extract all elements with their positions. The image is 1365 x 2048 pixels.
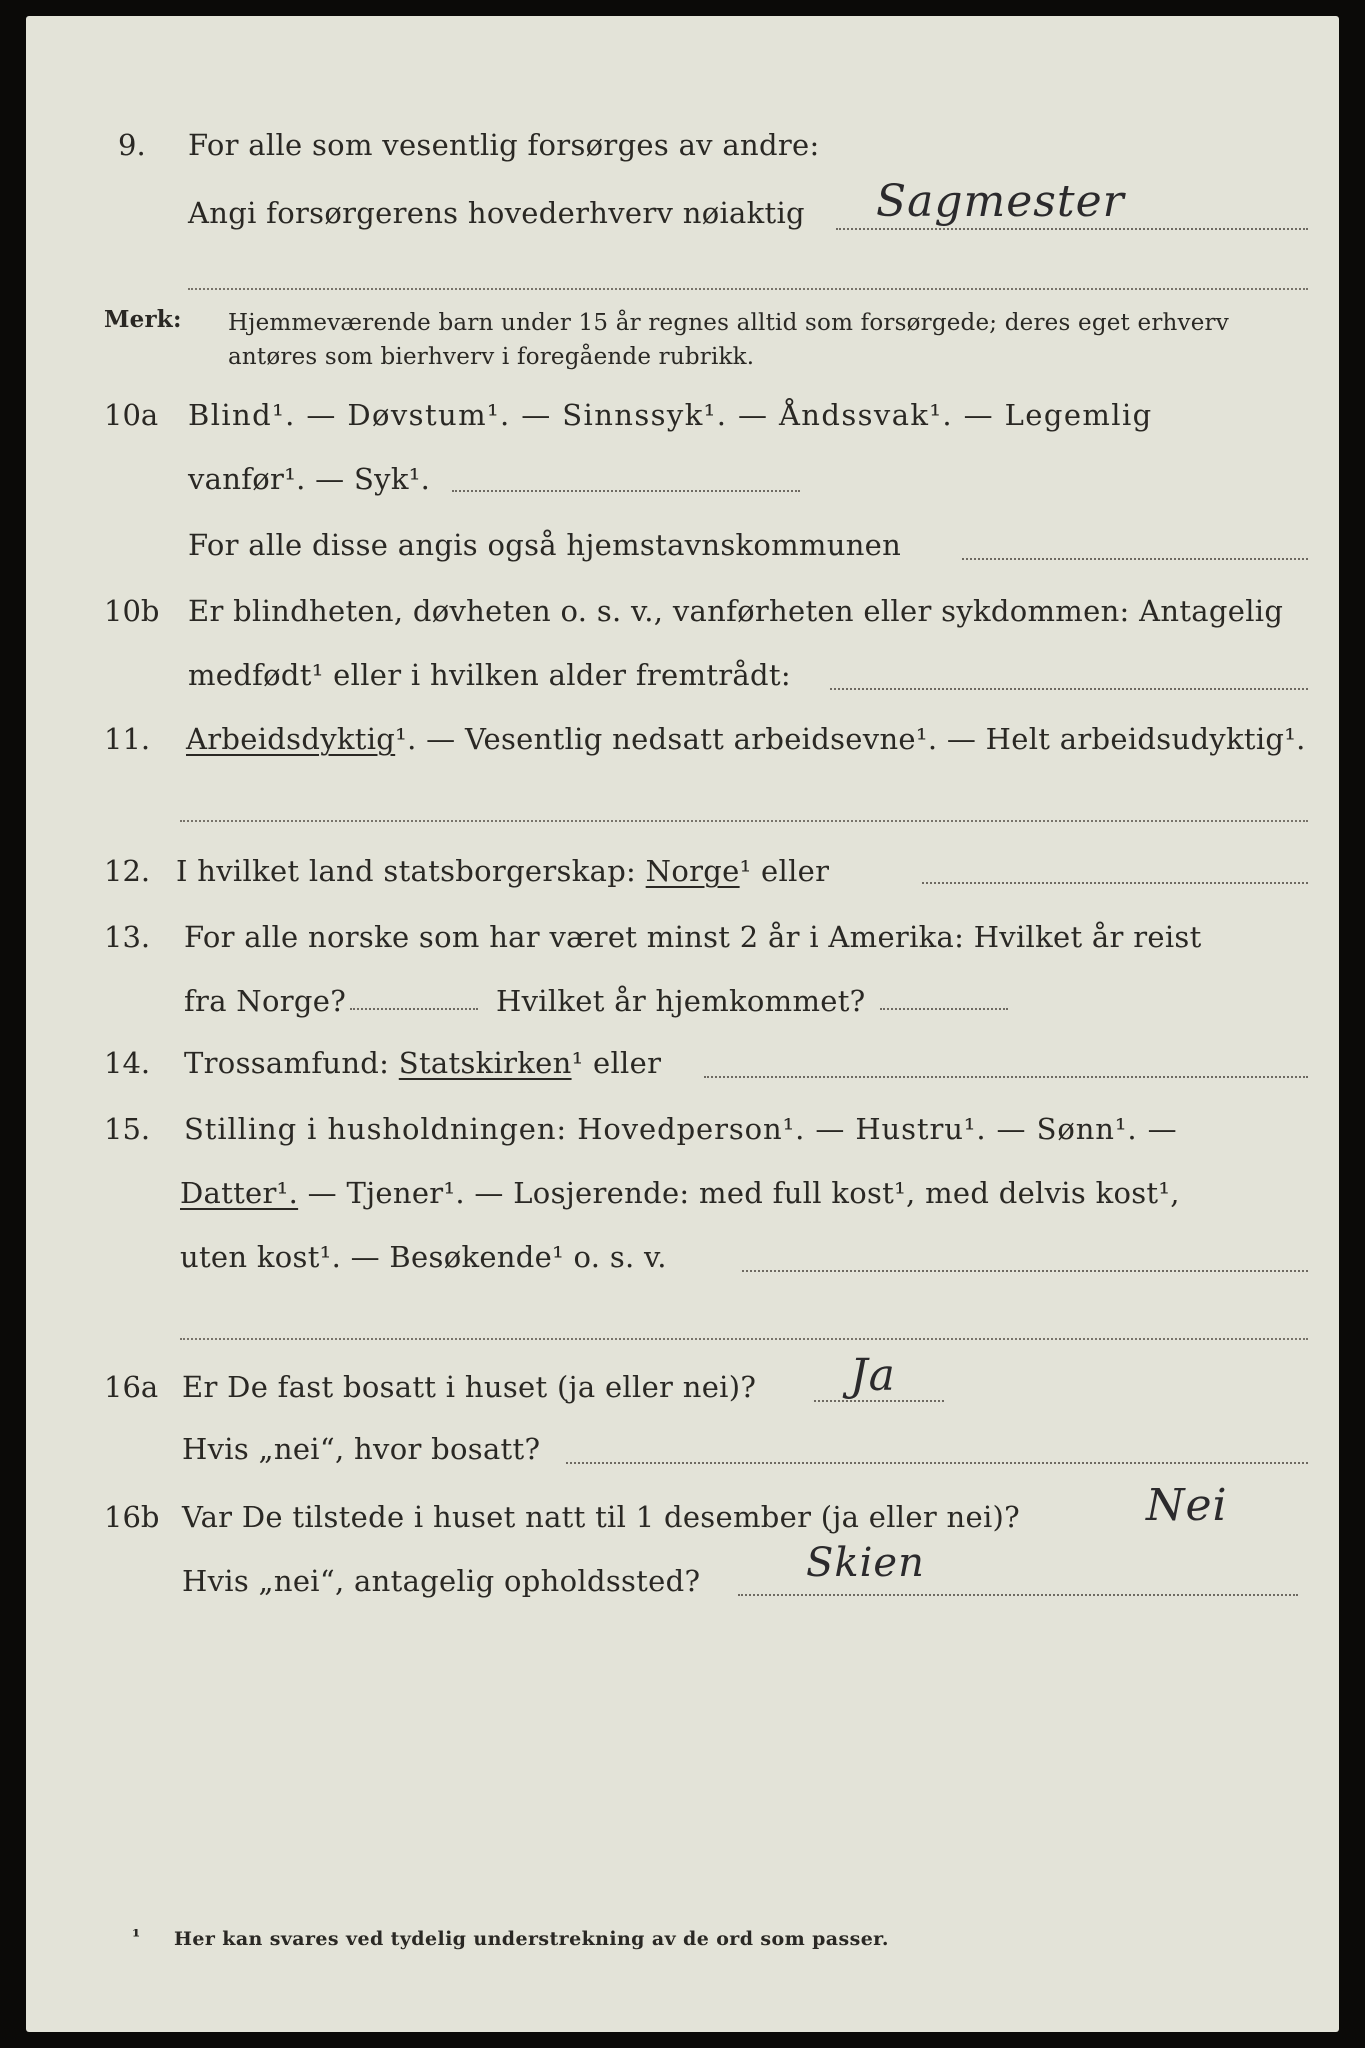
footnote-mark: ¹ (132, 1926, 141, 1948)
q10b-answer-line (830, 688, 1308, 690)
q10a-line1: Blind¹. — Døvstum¹. — Sinnssyk¹. — Åndssvak¹. — Legemlig (188, 398, 1153, 432)
q10b-line2: medfødt¹ eller i hvilken alder fremtrådt: (188, 658, 791, 692)
q9-extra-line (188, 288, 1308, 290)
merk-label: Merk: (104, 306, 182, 333)
q16a-line2: Hvis „nei“, hvor bosatt? (182, 1432, 541, 1466)
q12-post: ¹ eller (739, 854, 830, 888)
q10b-number: 10b (104, 594, 160, 628)
q15-option-datter: Datter¹. (180, 1176, 299, 1210)
q15-extra-line (180, 1338, 1308, 1340)
q10a-line2-answer-line (452, 490, 800, 492)
q14-post: ¹ eller (571, 1046, 662, 1080)
q13-line2a: fra Norge? (184, 984, 347, 1018)
q11-number: 11. (104, 722, 151, 756)
q16b-handwritten-answer-nei: Nei (1146, 1480, 1228, 1531)
q16a-line1: Er De fast bosatt i huset (ja eller nei)? (182, 1370, 757, 1404)
q15-line3: uten kost¹. — Besøkende¹ o. s. v. (180, 1240, 667, 1274)
q14-line (184, 1046, 661, 1080)
q14-text: Trossamfund: (184, 1046, 390, 1080)
merk-line2: antøres som bierhverv i foregående rubrikk. (228, 344, 755, 370)
q12-number: 12. (104, 854, 151, 888)
q16a-bosatt-answer-line (566, 1462, 1308, 1464)
q16b-line1: Var De tilstede i huset natt til 1 desember (ja eller nei)? (182, 1500, 1020, 1534)
q15-number: 15. (104, 1112, 151, 1146)
q15-line2 (180, 1176, 1180, 1210)
q9-number: 9. (118, 128, 146, 162)
q10b-line1: Er blindheten, døvheten o. s. v., vanførheten eller sykdommen: Antagelig (188, 594, 1284, 628)
q10a-number: 10a (104, 398, 159, 432)
q15-answer-line (742, 1270, 1308, 1272)
q10a-hjemstavn-answer-line (962, 558, 1308, 560)
q12-answer-line (922, 882, 1308, 884)
q15-line2-rest: — Tjener¹. — Losjerende: med full kost¹, med delvis kost¹, (307, 1176, 1180, 1210)
q14-option-statskirken: Statskirken (398, 1046, 572, 1080)
q13-year-returned-line (880, 1008, 1008, 1010)
q16b-handwritten-answer-place: Skien (806, 1540, 925, 1586)
q10a-line3: For alle disse angis også hjemstavnskommunen (188, 528, 902, 562)
footnote-text: Her kan svares ved tydelig understrekning av de ord som passer. (174, 1928, 889, 1950)
q14-number: 14. (104, 1046, 151, 1080)
q9-line1: For alle som vesentlig forsørges av andre: (188, 128, 820, 162)
q13-number: 13. (104, 920, 151, 954)
q13-line1: For alle norske som har været minst 2 år i Amerika: Hvilket år reist (184, 920, 1202, 954)
q11-option-arbeidsdyktig: Arbeidsdyktig (186, 722, 396, 756)
q12-line (176, 854, 829, 888)
q12-text: I hvilket land statsborgerskap: (176, 854, 637, 888)
q11-rest: ¹. — Vesentlig nedsatt arbeidsevne¹. — Helt arbeidsudyktig¹. (395, 722, 1306, 756)
q9-line2: Angi forsørgerens hovederhverv nøiaktig (188, 196, 805, 230)
q16b-line2: Hvis „nei“, antagelig opholdssted? (182, 1564, 701, 1598)
merk-line1: Hjemmeværende barn under 15 år regnes alltid som forsørgede; deres eget erhverv (228, 310, 1229, 336)
q13-year-left-line (350, 1008, 478, 1010)
q16a-handwritten-answer: Ja (850, 1350, 896, 1401)
q9-handwritten-answer: Sagmester (876, 176, 1125, 227)
q11-extra-line (180, 820, 1308, 822)
q15-line1: Stilling i husholdningen: Hovedperson¹. — Hustru¹. — Sønn¹. — (184, 1112, 1178, 1146)
q16b-answer-line (738, 1594, 1298, 1596)
q10a-line2: vanfør¹. — Syk¹. (188, 462, 431, 496)
q16b-number: 16b (104, 1500, 160, 1534)
q11-line (186, 722, 1306, 756)
q16a-number: 16a (104, 1370, 159, 1404)
q12-option-norge: Norge (645, 854, 740, 888)
q13-line2b: Hvilket år hjemkommet? (496, 984, 866, 1018)
q9-answer-line (836, 228, 1308, 230)
q14-answer-line (704, 1076, 1308, 1078)
